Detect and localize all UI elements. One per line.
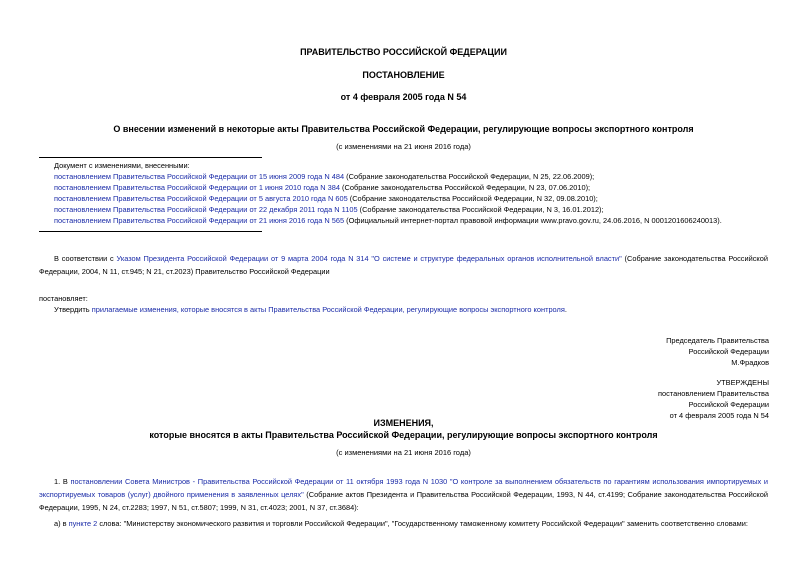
- approved-heading: УТВЕРЖДЕНЫ: [716, 378, 769, 387]
- document-type-heading: ПОСТАНОВЛЕНИЕ: [362, 70, 445, 80]
- council-resolution-link[interactable]: постановлении Совета Министров - Правительства Российской Федерации от 11 октября 1993 года N 1030 "О контроле за выполнением обязательств по гарантиям использования импортируемых и экспортируемых товаров (услуг) двойного применения в заявленных целях": [39, 477, 768, 499]
- approved-line: Российской Федерации: [688, 400, 769, 409]
- amendment-link[interactable]: постановлением Правительства Российской Федерации от 21 июня 2016 года N 565: [54, 216, 345, 225]
- amendment-item: постановлением Правительства Российской Федерации от 1 июня 2010 года N 384 (Собрание законодательства Российской Федерации, N 23, 07.06.2010);: [54, 183, 591, 192]
- document-title: О внесении изменений в некоторые акты Правительства Российской Федерации, регулирующие вопросы экспортного контроля: [113, 124, 694, 134]
- government-heading: ПРАВИТЕЛЬСТВО РОССИЙСКОЙ ФЕДЕРАЦИИ: [300, 47, 507, 57]
- signature-name: М.Фрадков: [731, 358, 769, 367]
- amendment-item: постановлением Правительства Российской Федерации от 15 июня 2009 года N 484 (Собрание законодательства Российской Федерации, N 25, 22.06.2009);: [54, 172, 595, 181]
- document-date-number: от 4 февраля 2005 года N 54: [340, 92, 467, 102]
- amendment-item: постановлением Правительства Российской Федерации от 22 декабря 2011 года N 1105 (Собрание законодательства Российской Федерации, N 3, 16.01.2012);: [54, 205, 604, 214]
- item-a-paragraph: а) в пункте 2 слова: "Министерству экономического развития и торговли Российской Федерации", "Государственному таможенному комитету Российской Федерации" заменить соответственно словами:: [54, 519, 748, 528]
- signature-country: Российской Федерации: [688, 347, 769, 356]
- amendment-link[interactable]: постановлением Правительства Российской Федерации от 15 июня 2009 года N 484: [54, 172, 345, 181]
- amendment-item: постановлением Правительства Российской Федерации от 21 июня 2016 года N 565 (Официальный интернет-портал правовой информации www.pravo.gov.ru, 24.06.2016, N 0001201606240013).: [54, 216, 722, 225]
- amendment-link[interactable]: постановлением Правительства Российской Федерации от 1 июня 2010 года N 384: [54, 183, 340, 192]
- signature-position: Председатель Правительства: [666, 336, 769, 345]
- amendments-top-rule: [39, 157, 262, 158]
- presidential-decree-link[interactable]: Указом Президента Российской Федерации от 9 марта 2004 года N 314 "О системе и структуре федеральных органов исполнительной власти": [116, 254, 622, 263]
- clause-2-link[interactable]: пункте 2: [68, 519, 98, 528]
- amendments-intro: Документ с изменениями, внесенными:: [54, 161, 190, 170]
- preamble-paragraph: В соответствии с Указом Президента Российской Федерации от 9 марта 2004 года N 314 "О системе и структуре федеральных органов исполнительной власти" (Собрание законодательства Российской Федерации, 2004, N 11, ст.945; N 21, ст.2023) Правительство Российской Федерации: [39, 254, 768, 276]
- amendment-link[interactable]: постановлением Правительства Российской Федерации от 5 августа 2010 года N 605: [54, 194, 348, 203]
- changes-revision-note: (с изменениями на 21 июня 2016 года): [336, 448, 471, 457]
- approved-changes-link[interactable]: прилагаемые изменения, которые вносятся в акты Правительства Российской Федерации, регулирующие вопросы экспортного контроля: [91, 305, 565, 314]
- amendment-link[interactable]: постановлением Правительства Российской Федерации от 22 декабря 2011 года N 1105: [54, 205, 358, 214]
- approved-line: от 4 февраля 2005 года N 54: [669, 411, 769, 420]
- item-1-paragraph: 1. В постановлении Совета Министров - Правительства Российской Федерации от 11 октября 1993 года N 1030 "О контроле за выполнением обязательств по гарантиям использования импортируемых и экспортируемых товаров (услуг) двойного применения в заявленных целях" (Собрание актов Президента и Правительства Российской Федерации, 1993, N 44, ст.4199; Собрание законодательства Российской Федерации, 1995, N 24, ст.2283; 1997, N 51, ст.5807; 1999, N 31, ст.4023; 2001, N 37, ст.3684):: [39, 477, 768, 512]
- changes-subtitle: которые вносятся в акты Правительства Российской Федерации, регулирующие вопросы экспортного контроля: [149, 430, 658, 440]
- amendments-bottom-rule: [39, 231, 262, 232]
- revision-note: (с изменениями на 21 июня 2016 года): [336, 142, 471, 151]
- resolves-paragraph: Утвердить прилагаемые изменения, которые вносятся в акты Правительства Российской Федерации, регулирующие вопросы экспортного контроля.: [54, 305, 567, 314]
- amendment-item: постановлением Правительства Российской Федерации от 5 августа 2010 года N 605 (Собрание законодательства Российской Федерации, N 32, 09.08.2010);: [54, 194, 598, 203]
- approved-line: постановлением Правительства: [658, 389, 769, 398]
- changes-title: ИЗМЕНЕНИЯ,: [373, 418, 434, 428]
- resolves-word: постановляет:: [39, 294, 88, 303]
